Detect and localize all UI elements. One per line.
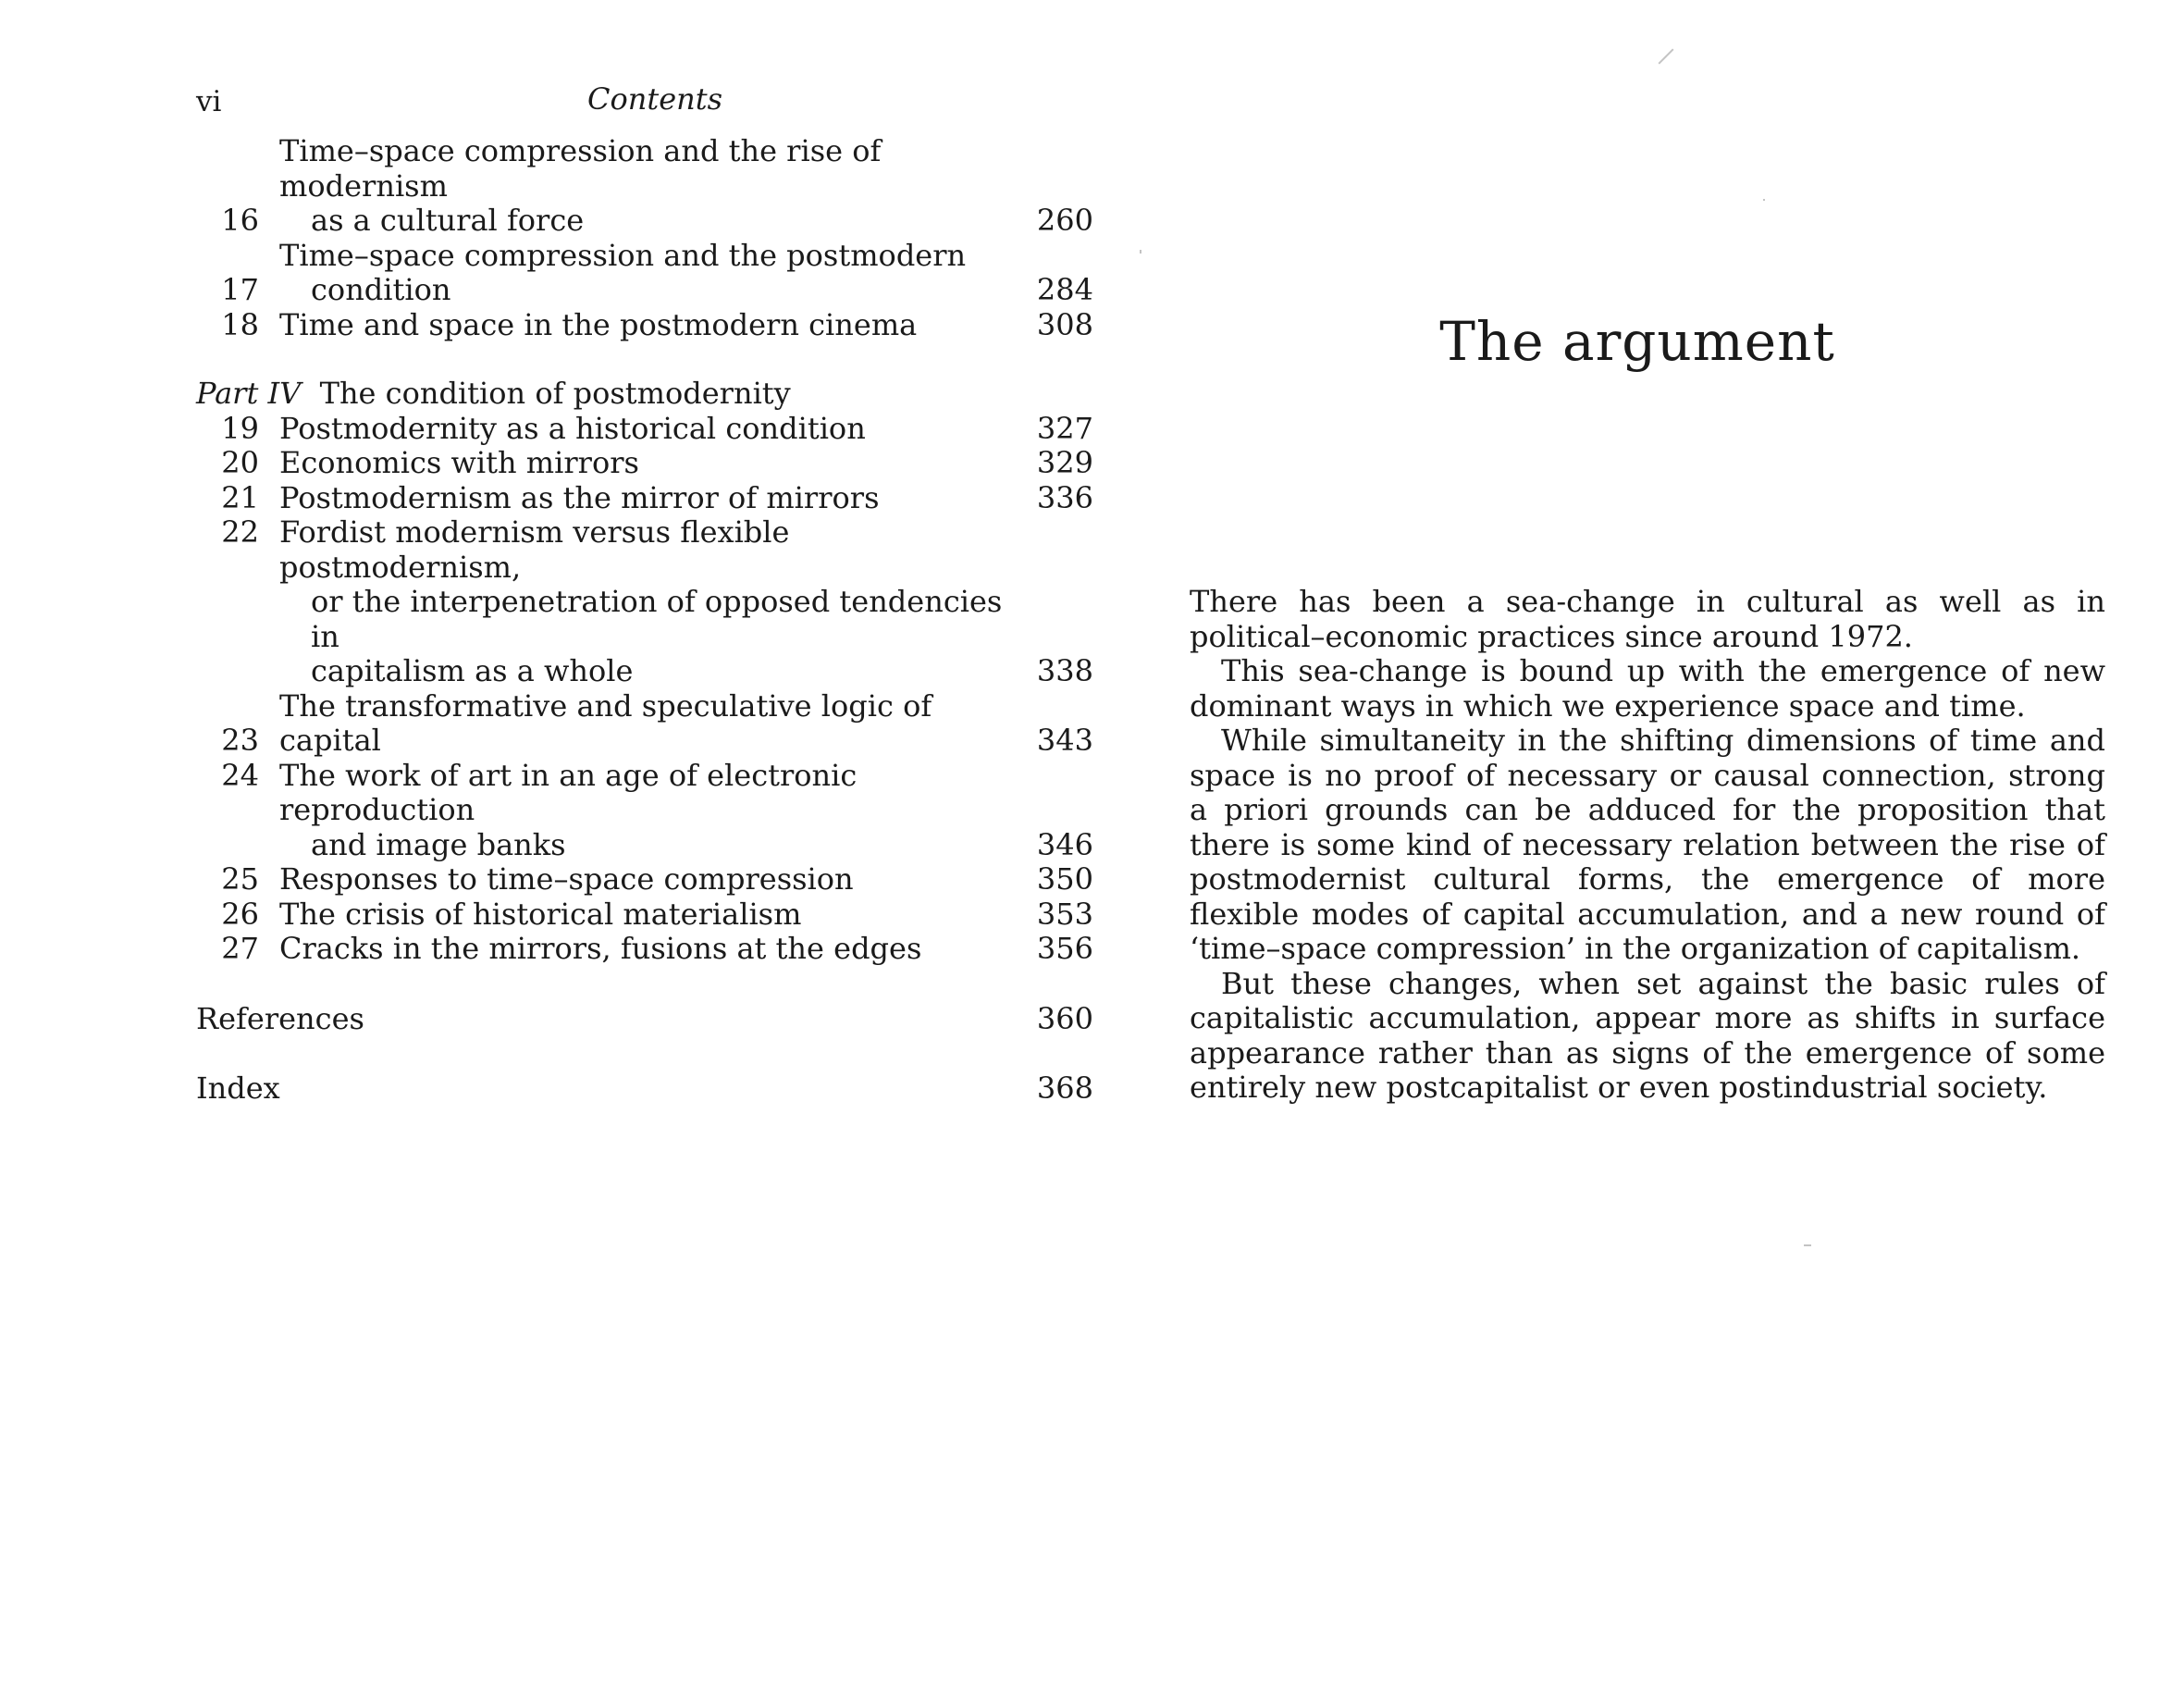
- toc-entry: [196, 515, 1103, 689]
- toc-chapter-title: Responses to time–space compression: [279, 861, 854, 897]
- toc-chapter-number: 19: [221, 410, 259, 446]
- paragraph: But these changes, when set against the basic rules of capitalistic accumulation, appear more as shifts in surface appearance rather than as signs of the emergence of some entirely new postcapitalist or even postindustrial society.: [1190, 965, 2105, 1105]
- part-heading: [196, 377, 1103, 412]
- running-head: Contents: [587, 81, 723, 117]
- toc-page-number: 356: [1036, 931, 1093, 966]
- part-title: The condition of postmodernity: [319, 376, 791, 411]
- toc-chapter-number: 21: [221, 479, 259, 515]
- chapter-title: The argument: [1439, 310, 1835, 373]
- toc-chapter-title: Time–space compression and the postmodern condition: [279, 237, 967, 307]
- toc-chapter-number: 18: [221, 306, 259, 342]
- toc-chapter-number: 16: [221, 203, 259, 238]
- toc-chapter-number: 22: [221, 514, 259, 550]
- paragraph: There has been a sea-change in cultural as well as in political–economic practices since around 1972.: [1190, 584, 2105, 654]
- toc-chapter-title: Postmodernity as a historical condition: [279, 410, 866, 446]
- toc-chapter-number: 23: [221, 723, 259, 758]
- toc-index: [196, 1071, 1103, 1107]
- toc-page-number: 353: [1036, 896, 1093, 932]
- toc-chapter-number: 20: [221, 445, 259, 480]
- toc-chapter-number: 24: [221, 757, 259, 793]
- page-number: vi: [196, 85, 222, 118]
- references-label: References: [196, 1000, 364, 1036]
- toc-entry: [196, 897, 1103, 933]
- toc-chapter-number: 26: [221, 896, 259, 932]
- toc-page-number: 350: [1036, 861, 1093, 897]
- index-label: Index: [196, 1070, 280, 1106]
- paragraph: While simultaneity in the shifting dimensions of time and space is no proof of necessary or causal connection, strong a priori grounds can be adduced for the proposition that there is some kind of necessary relation between the rise of postmodernist cultural forms, the emergence of more flexible modes of capital accumulation, and a new round of ‘time–space compression’ in the organization of capitalism.: [1190, 723, 2105, 966]
- toc-page-number: 360: [1036, 1000, 1093, 1036]
- scan-speck: [1659, 49, 1674, 65]
- toc-entry: [196, 446, 1103, 481]
- toc-chapter-title: The crisis of historical materialism: [279, 896, 802, 932]
- toc-page-number: 343: [1036, 723, 1093, 758]
- toc-page-number: 346: [1036, 826, 1093, 862]
- toc-entry: [196, 481, 1103, 516]
- toc-entry: [196, 134, 1103, 239]
- toc-entry: [196, 759, 1103, 863]
- toc-entry: [196, 689, 1103, 759]
- toc-chapter-title: Time and space in the postmodern cinema: [279, 306, 918, 342]
- toc-chapter-title: The transformative and speculative logic of capital: [279, 687, 932, 758]
- toc-page-number: 308: [1036, 306, 1093, 342]
- toc-references: [196, 1002, 1103, 1037]
- toc-chapter-title: Fordist modernism versus flexible postmodernism, or the interpenetration of opposed tendencies in capitalism as a whole: [279, 514, 1003, 688]
- toc-chapter-number: 25: [221, 861, 259, 897]
- argument-text: [1190, 585, 2105, 1106]
- toc-page-number: 327: [1036, 410, 1093, 446]
- scan-speck: [1804, 1244, 1811, 1246]
- toc-entry: [196, 239, 1103, 308]
- toc-entry: [196, 932, 1103, 967]
- toc-page-number: 284: [1036, 272, 1093, 307]
- toc-entry: [196, 862, 1103, 897]
- toc-chapter-title: Cracks in the mirrors, fusions at the edges: [279, 931, 922, 966]
- toc-chapter-title: The work of art in an age of electronic reproduction and image banks: [279, 757, 858, 862]
- toc-page-number: 338: [1036, 653, 1093, 688]
- toc-page-number: 329: [1036, 445, 1093, 480]
- toc-entry: [196, 308, 1103, 343]
- paragraph: This sea-change is bound up with the emergence of new dominant ways in which we experience space and time.: [1190, 653, 2105, 724]
- toc-chapter-title: Economics with mirrors: [279, 445, 639, 480]
- toc-chapter-title: Postmodernism as the mirror of mirrors: [279, 479, 880, 515]
- toc-page-number: 260: [1036, 203, 1093, 238]
- toc-chapter-title: Time–space compression and the rise of modernism as a cultural force: [279, 133, 882, 238]
- toc-entry: [196, 412, 1103, 447]
- toc-chapter-number: 27: [221, 931, 259, 966]
- toc-chapter-number: 17: [221, 272, 259, 307]
- table-of-contents: [196, 134, 1103, 1107]
- scan-speck: [1140, 250, 1141, 254]
- scan-speck: [1763, 199, 1765, 201]
- toc-page-number: 336: [1036, 479, 1093, 515]
- part-label: Part IV: [196, 376, 302, 411]
- toc-page-number: 368: [1036, 1070, 1093, 1106]
- argument-page: [1156, 0, 2184, 1683]
